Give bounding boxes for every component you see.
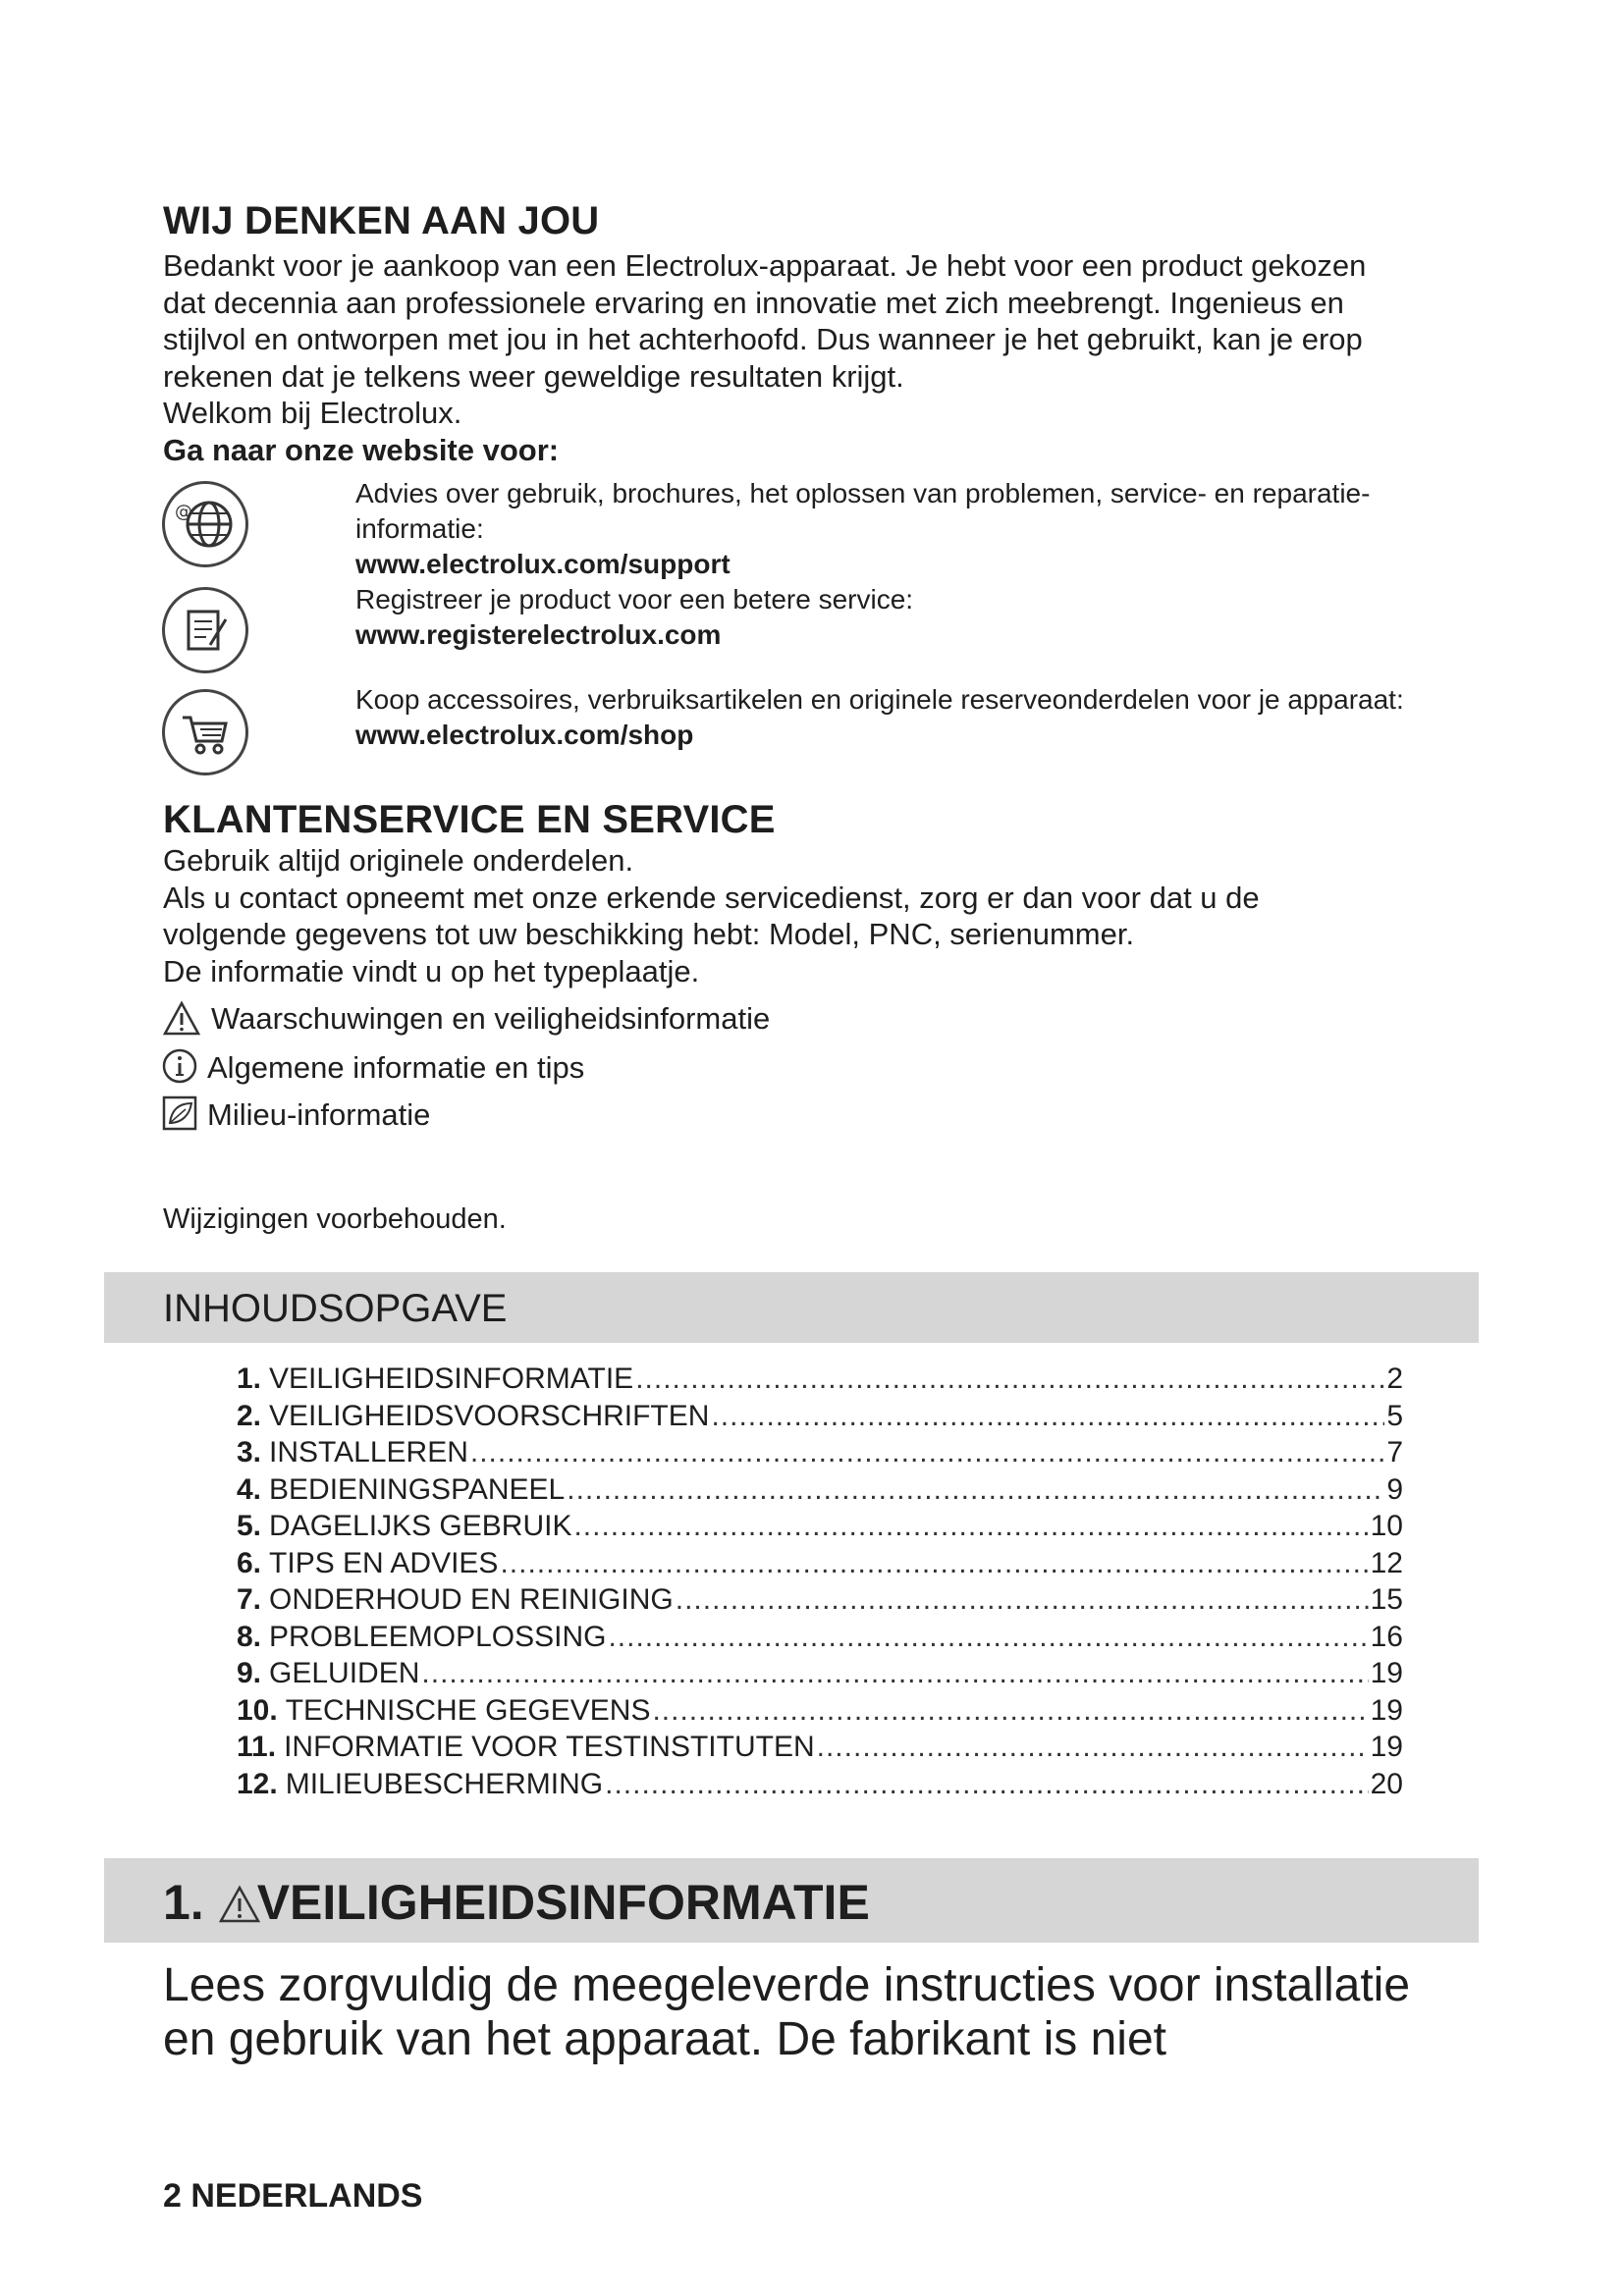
toc-header-bar	[104, 1272, 1479, 1343]
toc-leader-dots	[652, 1694, 1368, 1728]
info-circle-icon	[162, 1048, 197, 1088]
toc-item-number: 12.	[237, 1767, 278, 1800]
toc-item-title: GELUIDEN	[269, 1657, 420, 1689]
toc-leader-dots	[421, 1657, 1368, 1690]
toc-heading: INHOUDSOPGAVE	[163, 1287, 508, 1330]
intro-paragraph	[163, 247, 1498, 468]
toc-item-informatie-voor-testinstituten[interactable]	[237, 1731, 1403, 1768]
shopping-cart-icon	[162, 689, 248, 775]
changes-note: Wijzigingen voorbehouden.	[163, 1203, 507, 1235]
warning-triangle-icon	[162, 999, 201, 1039]
service-heading: KLANTENSERVICE EN SERVICE	[163, 798, 776, 841]
toc-item-title: VEILIGHEIDSINFORMATIE	[269, 1362, 634, 1395]
service-paragraph	[163, 842, 1498, 989]
page-footer-label: 2 NEDERLANDS	[163, 2177, 423, 2215]
toc-item-page: 16	[1370, 1620, 1403, 1653]
toc-item-number: 8.	[237, 1620, 262, 1653]
toc-item-number: 3.	[237, 1436, 262, 1468]
service-line: volgende gegevens tot uw beschikking hebt: Model, PNC, serienummer.	[163, 917, 1135, 951]
toc-item-number: 11.	[237, 1731, 277, 1763]
shop-link-text	[355, 682, 1494, 753]
section1-title: VEILIGHEIDSINFORMATIE	[256, 1875, 870, 1930]
register-url[interactable]: www.registerelectrolux.com	[355, 619, 722, 650]
toc-item-number: 2.	[237, 1399, 262, 1432]
toc-item-page: 12	[1370, 1546, 1403, 1579]
svg-text:@: @	[175, 502, 192, 522]
toc-item-veiligheidsvoorschriften[interactable]	[237, 1400, 1403, 1437]
section1-intro	[163, 1958, 1518, 2066]
intro-heading: WIJ DENKEN AAN JOU	[163, 199, 600, 242]
toc-leader-dots	[500, 1547, 1368, 1580]
toc-item-page: 7	[1386, 1436, 1403, 1468]
toc-item-page: 2	[1386, 1362, 1403, 1395]
toc-leader-dots	[635, 1362, 1384, 1396]
toc-item-technische-gegevens[interactable]	[237, 1694, 1403, 1732]
toc-leader-dots	[817, 1731, 1369, 1764]
toc-item-page: 19	[1370, 1657, 1403, 1689]
toc-item-title: ONDERHOUD EN REINIGING	[269, 1583, 674, 1616]
toc-item-title: INFORMATIE VOOR TESTINSTITUTEN	[284, 1731, 815, 1763]
toc-item-number: 5.	[237, 1510, 262, 1542]
table-of-contents	[237, 1362, 1403, 1804]
support-description-cont: informatie:	[355, 513, 484, 544]
support-link-text	[355, 476, 1485, 582]
welcome-text: Welkom bij Electrolux.	[163, 396, 462, 430]
toc-leader-dots	[573, 1510, 1368, 1543]
toc-item-probleemoplossing[interactable]	[237, 1621, 1403, 1658]
toc-leader-dots	[470, 1436, 1384, 1469]
support-url[interactable]: www.electrolux.com/support	[355, 549, 731, 579]
shop-description: Koop accessoires, verbruiksartikelen en originele reserveonderdelen voor je apparaat:	[355, 684, 1404, 715]
support-description: Advies over gebruik, brochures, het oplossen van problemen, service- en reparatie-	[355, 478, 1371, 508]
toc-item-page: 10	[1370, 1510, 1403, 1542]
toc-item-number: 1.	[237, 1362, 262, 1395]
intro-line: dat decennia aan professionele ervaring en innovatie met zich meebrengt. Ingenieus en	[163, 285, 1344, 320]
toc-item-title: INSTALLEREN	[269, 1436, 468, 1468]
shop-url[interactable]: www.electrolux.com/shop	[355, 720, 694, 750]
section1-line: Lees zorgvuldig de meegeleverde instructies voor installatie	[163, 1959, 1411, 2011]
legend-environment	[162, 1095, 430, 1135]
toc-item-title: PROBLEEMOPLOSSING	[269, 1620, 607, 1653]
register-link-text	[355, 582, 1485, 653]
section1-header-bar	[104, 1858, 1479, 1943]
toc-item-title: BEDIENINGSPANEEL	[269, 1472, 566, 1506]
toc-item-geluiden[interactable]	[237, 1657, 1403, 1694]
section1-line: en gebruik van het apparaat. De fabrikant is niet	[163, 2013, 1166, 2065]
toc-item-title: MILIEUBESCHERMING	[285, 1767, 604, 1800]
toc-item-milieubescherming[interactable]	[237, 1768, 1403, 1805]
toc-leader-dots	[605, 1768, 1369, 1801]
legend-info	[162, 1048, 584, 1088]
toc-item-dagelijks-gebruik[interactable]	[237, 1510, 1403, 1547]
globe-support-icon	[162, 481, 248, 567]
toc-item-page: 15	[1370, 1583, 1403, 1616]
service-line: Als u contact opneemt met onze erkende servicedienst, zorg er dan voor dat u de	[163, 880, 1260, 915]
toc-item-veiligheidsinformatie[interactable]	[237, 1362, 1403, 1400]
toc-item-number: 4.	[237, 1472, 262, 1506]
legend-warning-label: Waarschuwingen en veiligheidsinformatie	[211, 1001, 771, 1036]
toc-item-number: 6.	[237, 1546, 262, 1579]
toc-leader-dots	[608, 1621, 1368, 1654]
service-line: De informatie vindt u op het typeplaatje.	[163, 953, 700, 988]
intro-line: Bedankt voor je aankoop van een Electrolux-apparaat. Je hebt voor een product gekozen	[163, 248, 1367, 283]
intro-line: stijlvol en ontworpen met jou in het achterhoofd. Dus wanneer je het gebruikt, kan je erop	[163, 322, 1363, 356]
toc-item-page: 5	[1386, 1399, 1403, 1432]
toc-item-page: 19	[1370, 1693, 1403, 1727]
toc-item-title: TECHNISCHE GEGEVENS	[285, 1693, 651, 1727]
toc-item-tips-en-advies[interactable]	[237, 1547, 1403, 1584]
toc-item-page: 20	[1370, 1767, 1403, 1800]
toc-item-bedieningspaneel[interactable]	[237, 1473, 1403, 1511]
toc-item-title: DAGELIJKS GEBRUIK	[269, 1510, 572, 1542]
toc-item-title: VEILIGHEIDSVOORSCHRIFTEN	[269, 1399, 710, 1432]
toc-leader-dots	[711, 1400, 1384, 1433]
warning-triangle-icon	[218, 1881, 261, 1924]
service-line: Gebruik altijd originele onderdelen.	[163, 843, 634, 878]
legend-environment-label: Milieu-informatie	[207, 1097, 431, 1132]
register-description: Registreer je product voor een betere service:	[355, 584, 914, 614]
legend-warning	[162, 999, 770, 1039]
toc-item-onderhoud-en-reiniging[interactable]	[237, 1583, 1403, 1621]
website-label: Ga naar onze website voor:	[163, 432, 560, 467]
section1-number: 1.	[163, 1875, 204, 1930]
intro-line: rekenen dat je telkens weer geweldige resultaten krijgt.	[163, 358, 904, 394]
toc-item-number: 9.	[237, 1657, 262, 1689]
toc-item-page: 19	[1370, 1731, 1403, 1763]
toc-item-installeren[interactable]	[237, 1436, 1403, 1473]
toc-item-number: 7.	[237, 1583, 262, 1616]
toc-leader-dots	[676, 1583, 1369, 1617]
register-notepad-icon	[162, 587, 248, 673]
leaf-environment-icon	[162, 1095, 197, 1135]
toc-item-page: 9	[1386, 1472, 1403, 1506]
toc-leader-dots	[567, 1473, 1384, 1507]
toc-item-title: TIPS EN ADVIES	[269, 1546, 499, 1579]
legend-info-label: Algemene informatie en tips	[207, 1050, 585, 1085]
toc-item-number: 10.	[237, 1693, 278, 1727]
section1-heading	[163, 1874, 870, 1931]
